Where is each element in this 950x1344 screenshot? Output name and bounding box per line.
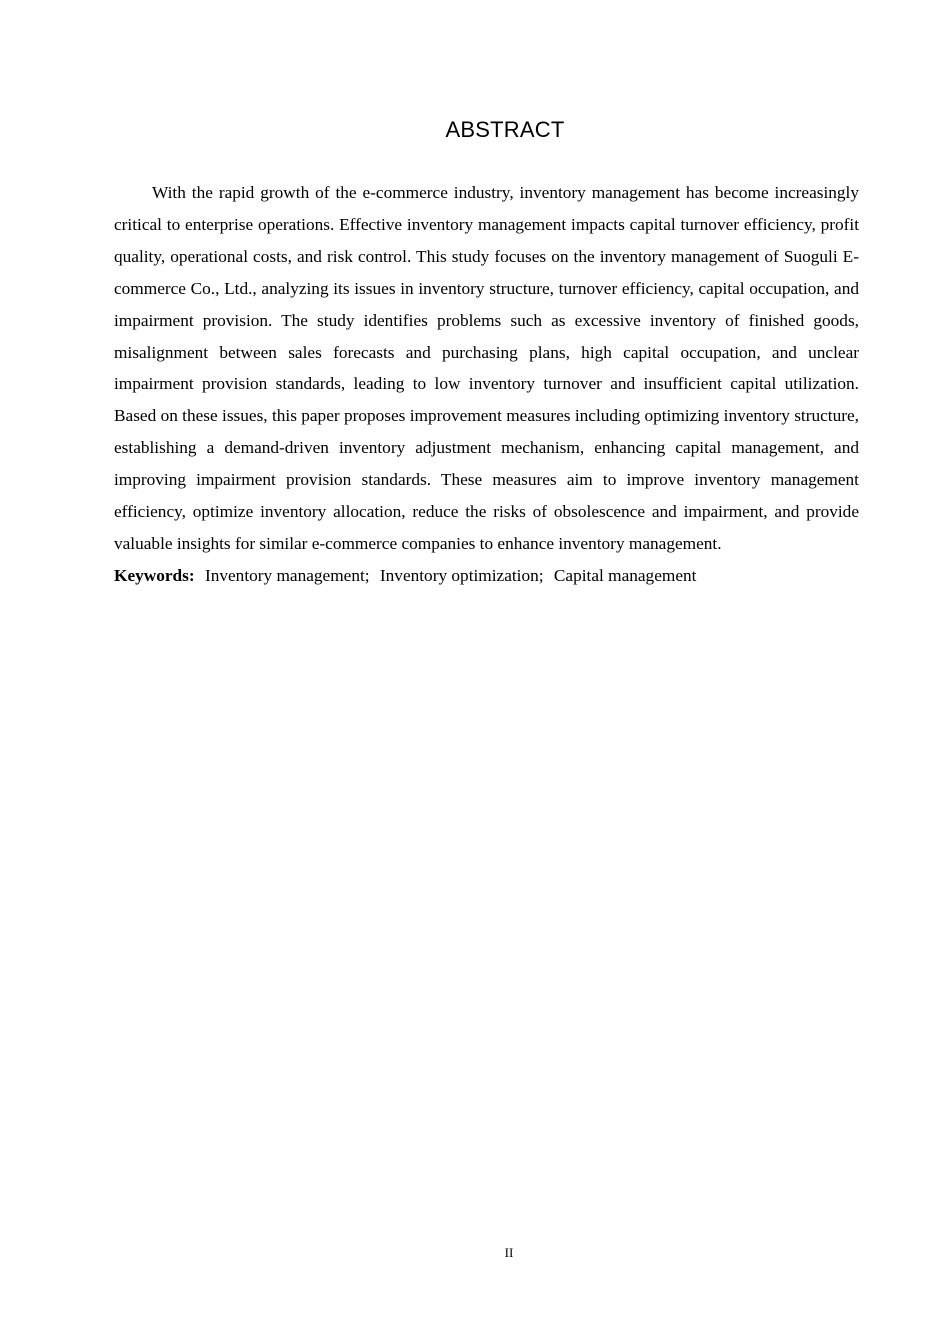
keyword-item: Inventory management; — [204, 565, 370, 585]
page-number: II — [504, 1245, 514, 1260]
keyword-item: Capital management — [553, 565, 697, 585]
abstract-content — [114, 177, 859, 592]
keyword-item: Inventory optimization; — [379, 565, 544, 585]
abstract-body: With the rapid growth of the e-commerce industry, inventory management has become increasingly critical to enterprise operations. Effective inventory management impacts capital turnover efficiency, profit quality, operational costs, and risk control. This study focuses on the inventory management of Suoguli E-commerce Co., Ltd., analyzing its issues in inventory structure, turnover efficiency, capital occupation, and impairment provision. The study identifies problems such as excessive inventory of finished goods, misalignment between sales forecasts and purchasing plans, high capital occupation, and unclear impairment provision standards, leading to low inventory turnover and insufficient capital utilization. Based on these issues, this paper proposes improvement measures including optimizing inventory structure, establishing a demand-driven inventory adjustment mechanism, enhancing capital management, and improving impairment provision standards. These measures aim to improve inventory management efficiency, optimize inventory allocation, reduce the risks of obsolescence and impairment, and provide valuable insights for similar e-commerce companies to enhance inventory management. — [114, 183, 859, 553]
keywords-line — [114, 560, 859, 592]
keywords-label: Keywords: — [114, 565, 195, 585]
abstract-heading: ABSTRACT — [445, 117, 565, 142]
